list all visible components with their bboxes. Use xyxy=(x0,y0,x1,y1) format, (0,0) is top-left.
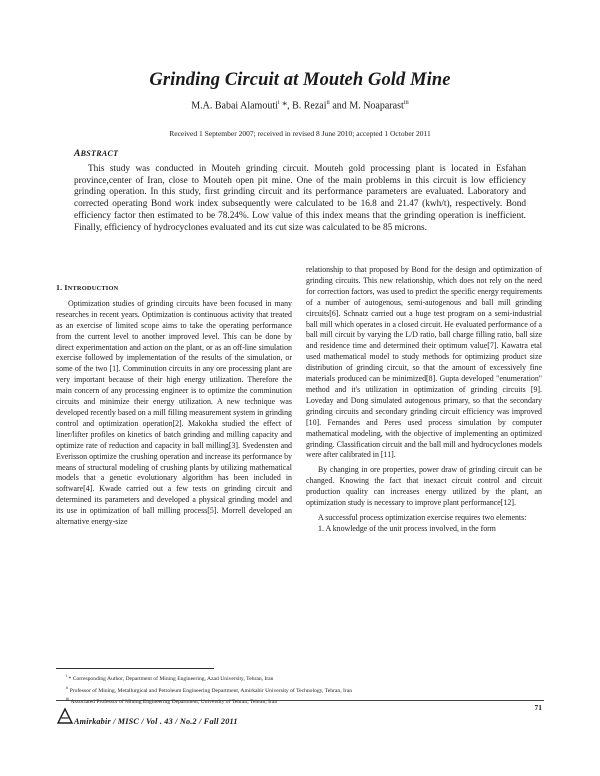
abstract-text: This study was conducted in Mouteh grinding circuit. Mouteh gold processing plant is located in Esfahan province,center of Iran, close to Mouteh open pit mine. One of the main problems in this circuit is low efficiency grinding operation. In this study, first grinding circuit and its performance parameters are evaluated. Laboratory and corrected operating Bond work index subsequently were calculated to be 16.8 and 21.47 (kwh/t), respectively. Bond efficiency factor then estimated to be 78.24%. Low value of this index means that the grinding operation is inefficient. Finally, efficiency of hydrocyclones evaluated and its cut size was calculated to be 85 microns. xyxy=(74,164,526,233)
journal-logo-icon xyxy=(56,707,74,725)
paragraph: relationship to that proposed by Bond for the design and optimization of grinding circuits. This new relationship, which does not rely on the need for correction factors, was used to predict the specific energy requirements of a number of autogenous, semi-autogenous and ball mill grinding circuits[6]. Schnatz carried out a huge test program on a semi-industrial ball mill which operates in a closed circuit. He evaluated performance of a ball mill circuit by varying the L/D ratio, ball charge filling ratio, ball size and residence time and determined their optimum value[7]. Kawatra etal used mathematical model to study methods for optimizing product size distribution of grinding circuit, so that the amount of excessively fine materials produced can be minimized[8]. Gupta developed "enumeration" method and it's utilization in optimization of grinding circuits [9]. Loveday and Dong simulated autogenous primary, so that the secondary grinding circuits and secondary grinding circuit efficiency was improved [10]. Fernandes and Peres used process simulation by computer mathematical modeling, with the objective of implementing an optimized grinding. Classification circuit and the ball mill and hydrocyclones models were after calibrated in [11]. xyxy=(306,265,542,460)
abstract-heading-rest: BSTRACT xyxy=(80,149,119,158)
author-name: M. Noaparast xyxy=(349,100,404,112)
footnote-divider xyxy=(56,668,214,669)
section-number: 1. I xyxy=(56,283,68,292)
author-separator: and xyxy=(329,100,350,112)
author-name: M.A. Babai Alamouti xyxy=(191,100,278,112)
author-mark: ii xyxy=(326,100,330,106)
author-mark: iii xyxy=(403,100,409,106)
page-number: 71 xyxy=(534,703,542,712)
author-name: B. Rezai xyxy=(292,100,327,112)
footnotes xyxy=(66,672,546,707)
footnote xyxy=(66,695,546,707)
footnote-mark: iii xyxy=(66,696,70,702)
paragraph: A successful process optimization exercise requires two elements: xyxy=(318,512,527,522)
section-title: NTRODUCTION xyxy=(67,285,119,292)
paper-title: Grinding Circuit at Mouteh Gold Mine xyxy=(149,70,451,90)
list-item: 1. A knowledge of the unit process involved, in the form xyxy=(318,523,496,533)
abstract-heading-initial: A xyxy=(74,149,81,159)
footnote-text: * Corresponding Author, Department of Mining Engineering, Azad University, Tehran, Iran xyxy=(67,675,274,682)
section-heading xyxy=(56,283,292,295)
paragraph: By changing in ore properties, power draw of grinding circuit can be changed. Knowing the fact that inexact circuit control and circuit production quality can increases energy utilized by the plant, an optimization study is necessary to improve plant performance[12]. xyxy=(306,465,542,508)
footnote-mark: ii xyxy=(66,684,69,690)
paragraph: Optimization studies of grinding circuits have been focused in many researches in recent years. Optimization is continuous activity that treated as an exercise of limited scope aims to take the operating performance from the current level to another improved level. This can be done by direct experimentation and action on the plant, or as an off-line simulation exercise followed by implementation of the results of the simulation, or some of the two [1]. Comminution circuits in any ore processing plant are very important because of their high energy utilization. Therefore the main concern of any processing engineer is to optimize the comminution circuits and minimize their energy utilization. A new technique was developed recently based on a mill filling measurement system in grinding control and optimization operation[2]. Makokha studied the effect of liner/lifter profiles on kinetics of batch grinding and milling capacity and optimize rate of reduction and capacity in ball milling[3]. Svedensten and Everisson optimize the crushing operation and increase its performance by means of structural modeling of crushing plants by utilizing mathematical models that a genetic evolutionary algorithm has been included in software[4]. Kwade carried out a few tests on grinding circuit and determined its parameters and developed a physical grinding model and its use in optimization of ball milling process[5]. Morrell developed an alternative energy-size xyxy=(56,298,292,527)
abstract-heading xyxy=(74,149,118,159)
footnote-text: Associated Professor of Mining Engineering Department, University of Tehran, Tehran, Iran xyxy=(69,699,278,706)
journal-footer: Amirkabir / MISC / Vol . 43 / No.2 / Fall 2011 xyxy=(74,717,238,726)
right-column xyxy=(306,265,542,535)
left-column xyxy=(56,283,292,528)
footnote xyxy=(66,672,546,684)
footnote-text: Professor of Mining, Metallurgical and Petroleum Engineering Department, Amirkabir University of Technology, Tehran, Iran xyxy=(68,687,352,694)
footer-divider xyxy=(56,700,544,701)
footnote xyxy=(66,684,546,696)
received-dates: Received 1 September 2007; received in revised 8 June 2010; accepted 1 October 2011 xyxy=(169,129,431,138)
author-separator: *, xyxy=(279,100,293,112)
footnote-mark: i xyxy=(66,673,68,678)
author-mark: i xyxy=(277,100,280,106)
author-list xyxy=(0,100,600,111)
